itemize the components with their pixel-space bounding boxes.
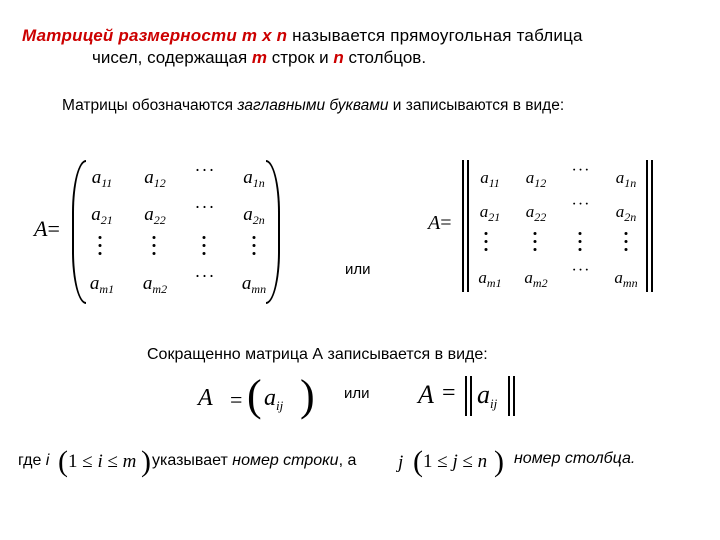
left-parenthesis: ( [413, 445, 423, 478]
double-bar-right [651, 160, 653, 292]
double-bar-right [508, 376, 510, 416]
cell-a11: $a_{11}$ [91, 167, 113, 190]
double-bar-left [462, 160, 464, 292]
cell-a1n: $a_{1n}$ [615, 168, 637, 190]
right-parenthesis [266, 160, 280, 304]
hdots: ··· [194, 266, 216, 286]
cell-am1: $a_{m1}$ [89, 273, 115, 296]
double-bar-right [513, 376, 515, 416]
j-symbol: j [398, 452, 404, 473]
vdots [99, 236, 102, 260]
element-aij: $a_{ij}$ [264, 385, 284, 413]
definition-line-1 [22, 26, 583, 46]
cell-a21: $a_{21}$ [91, 204, 113, 227]
equals-sign: = [440, 212, 452, 234]
cell-a12: $a_{12}$ [525, 168, 547, 190]
cell-a2n: $a_{2n}$ [243, 204, 265, 227]
definition-rest: называется прямоугольная таблица [287, 26, 583, 45]
j-range: 1 ≤ j ≤ n [423, 451, 488, 472]
double-bar-right [646, 160, 648, 292]
hdots: ··· [571, 162, 591, 179]
element-aij: $a_{ij}$ [477, 380, 498, 411]
definition-text: строк и [267, 48, 334, 67]
hdots: ··· [194, 160, 216, 180]
or-label: или [344, 385, 370, 402]
vdots [534, 232, 537, 256]
where-tail: номер столбца. [514, 450, 636, 467]
cell-amn: $a_{mn}$ [614, 268, 638, 290]
short-lhs: A [198, 385, 213, 411]
cell-a22: $a_{22}$ [144, 204, 166, 227]
hdots: ··· [194, 197, 216, 217]
double-bar-left [470, 376, 472, 416]
vdots [153, 236, 156, 260]
vdots [203, 236, 206, 260]
matrix-lhs [34, 216, 60, 242]
matrix-lhs [428, 212, 452, 235]
notation-text: Матрицы обозначаются [62, 97, 238, 114]
where-prefix: где i [18, 452, 50, 469]
cell-a1n: $a_{1n}$ [243, 167, 265, 190]
definition-line-2 [92, 48, 426, 68]
double-bar-left [467, 160, 469, 292]
left-parenthesis: ( [58, 445, 68, 478]
left-parenthesis [72, 160, 86, 304]
notation-text: и записываются в виде: [388, 97, 565, 114]
equals-sign: = [230, 387, 243, 412]
cell-am1: $a_{m1}$ [478, 268, 502, 290]
notation-sentence [62, 97, 564, 115]
right-parenthesis: ) [300, 371, 315, 420]
matrix-lhs-symbol: A [428, 212, 441, 234]
cell-a22: $a_{22}$ [525, 202, 547, 224]
i-range: 1 ≤ i ≤ m [68, 451, 137, 472]
vdots [625, 232, 628, 256]
cell-a12: $a_{12}$ [144, 167, 166, 190]
definition-term: Матрицей размерности m x n [22, 26, 288, 45]
vdots [485, 232, 488, 256]
matrix-lhs-symbol: A [34, 216, 48, 241]
double-bar-left [465, 376, 467, 416]
vdots [579, 232, 582, 256]
hdots: ··· [571, 196, 591, 213]
right-parenthesis: ) [494, 445, 504, 478]
cell-am2: $a_{m2}$ [524, 268, 548, 290]
short-lhs: A [418, 380, 434, 409]
hdots: ··· [571, 262, 591, 279]
notation-emphasis: заглавными буквами [237, 97, 389, 114]
equals-sign: = [442, 380, 456, 406]
cell-amn: $a_{mn}$ [241, 273, 267, 296]
definition-text: столбцов. [343, 48, 427, 67]
or-label: или [345, 261, 371, 278]
definition-text: чисел, содержащая [92, 48, 252, 67]
definition-n: n [333, 48, 344, 67]
where-middle: указывает номер строки, а [152, 452, 357, 469]
cell-a2n: $a_{2n}$ [615, 202, 637, 224]
vdots [253, 236, 256, 260]
left-parenthesis: ( [247, 371, 262, 420]
cell-a11: $a_{11}$ [480, 168, 500, 190]
equals-sign: = [47, 216, 60, 241]
cell-a21: $a_{21}$ [479, 202, 501, 224]
short-notation-sentence: Сокращенно матрица А записывается в виде: [147, 346, 488, 363]
cell-am2: $a_{m2}$ [142, 273, 168, 296]
definition-m: m [251, 48, 268, 67]
right-parenthesis: ) [141, 445, 151, 478]
